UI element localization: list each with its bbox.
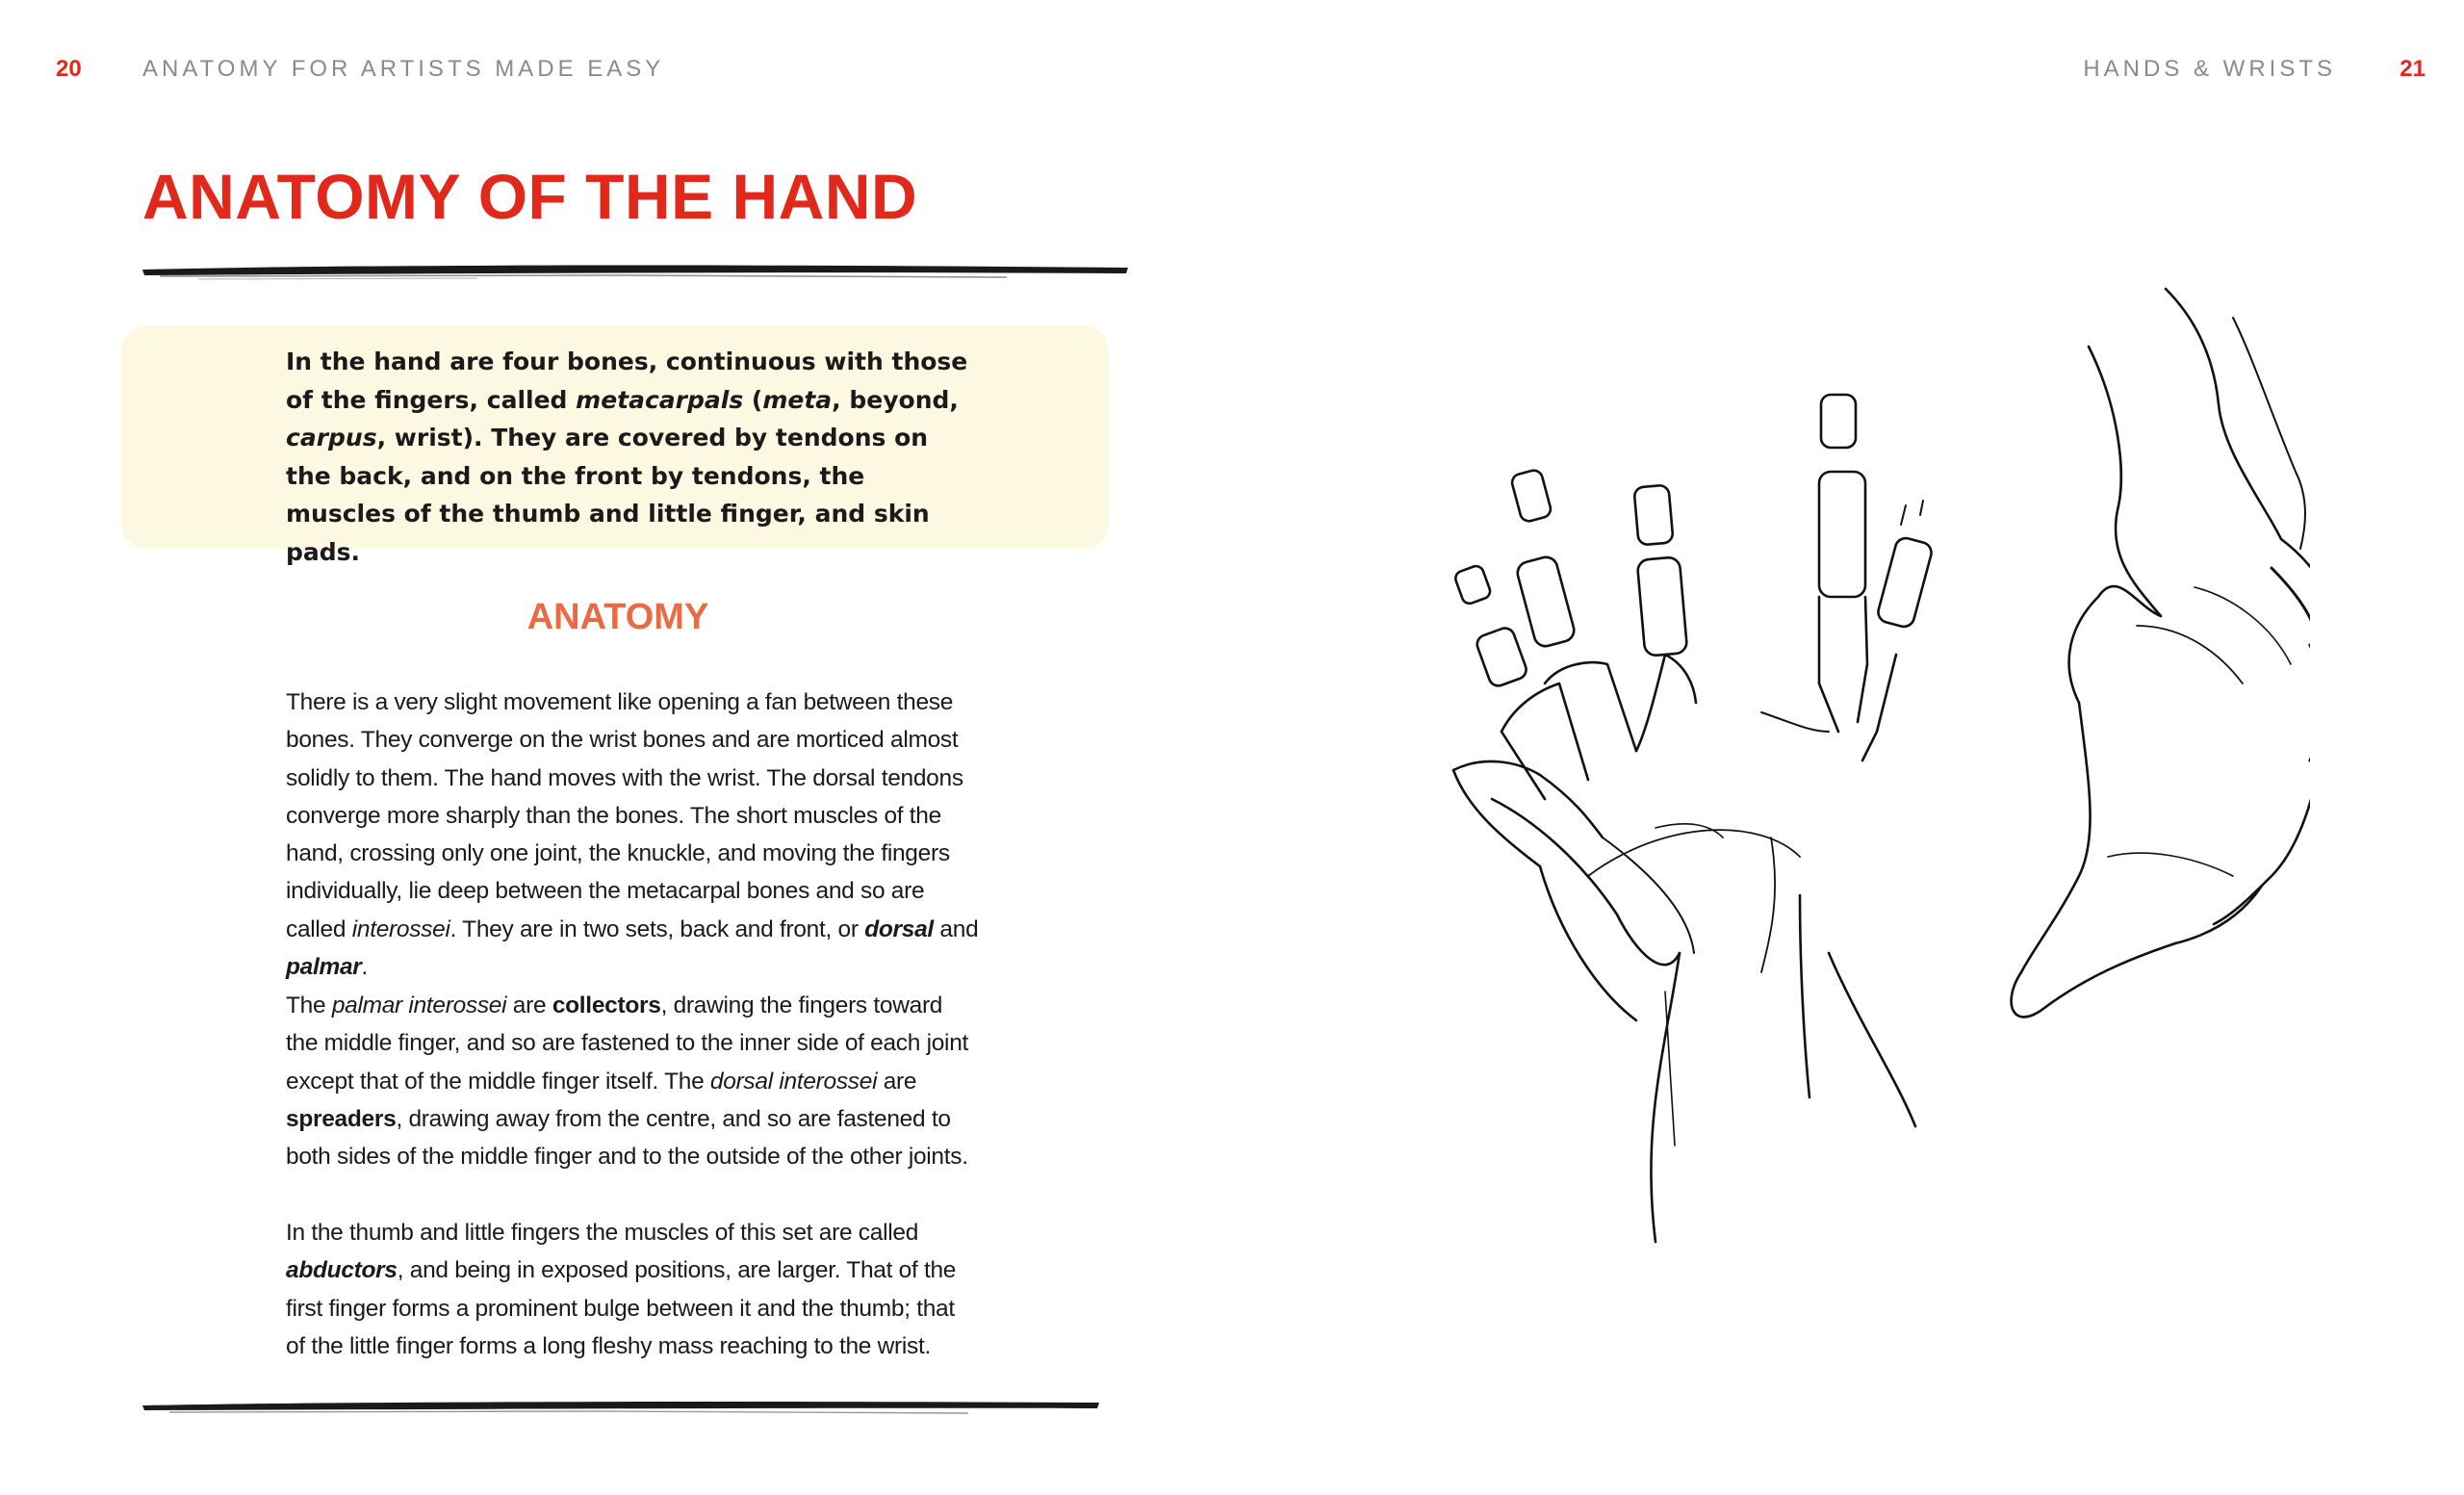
left-running-title: ANATOMY FOR ARTISTS MADE EASY [142, 56, 665, 82]
body-paragraph-2: The palmar interossei are collectors, drawing the fingers toward the middle finger, and so are fastened to the inner side of each joint except that of the middle finger itself. The dorsal interossei are spreaders, drawing away from the centre, and so are fastened to both sides of the middle finger and to the outside of the other joints. [286, 992, 969, 1171]
intro-text: In the hand are four bones, continuous with those of the fingers, called metacarpals (meta, beyond, carpus, wrist). They are covered by tendons on the back, and on the front by tendons, the muscles of the thumb and little finger, and skin pads. [286, 348, 968, 566]
side-hand-sketch [2012, 289, 2310, 1017]
right-running-title: HANDS & WRISTS [2083, 56, 2336, 82]
body-paragraph-3: In the thumb and little fingers the muscles of this set are called abductors, and being in exposed positions, are larger. That of the first finger forms a prominent bulge between it and the thumb; that of the little finger forms a long fleshy mass reaching to the wrist. [286, 1220, 957, 1359]
section-heading: ANATOMY [526, 597, 709, 637]
left-page-number: 20 [56, 56, 82, 82]
title-divider [141, 262, 1132, 285]
bottom-divider [141, 1398, 1103, 1419]
body-paragraph-1: There is a very slight movement like opening a fan between these bones. They converge on the wrist bones and are morticed almost solidly to them. The hand moves with the wrist. The dorsal tendons converge more sharply than the bones. The short muscles of the hand, crossing only one joint, the knuckle, and moving the fingers individually, lie deep between the metacarpal bones and so are called interossei. They are in two sets, back and front, or dorsal and palmar. [286, 689, 979, 981]
right-page-number: 21 [2400, 56, 2426, 82]
open-hand-sketch [1453, 395, 1934, 1242]
page-title: ANATOMY OF THE HAND [142, 161, 918, 232]
hand-sketch-illustration [1348, 279, 2310, 1280]
